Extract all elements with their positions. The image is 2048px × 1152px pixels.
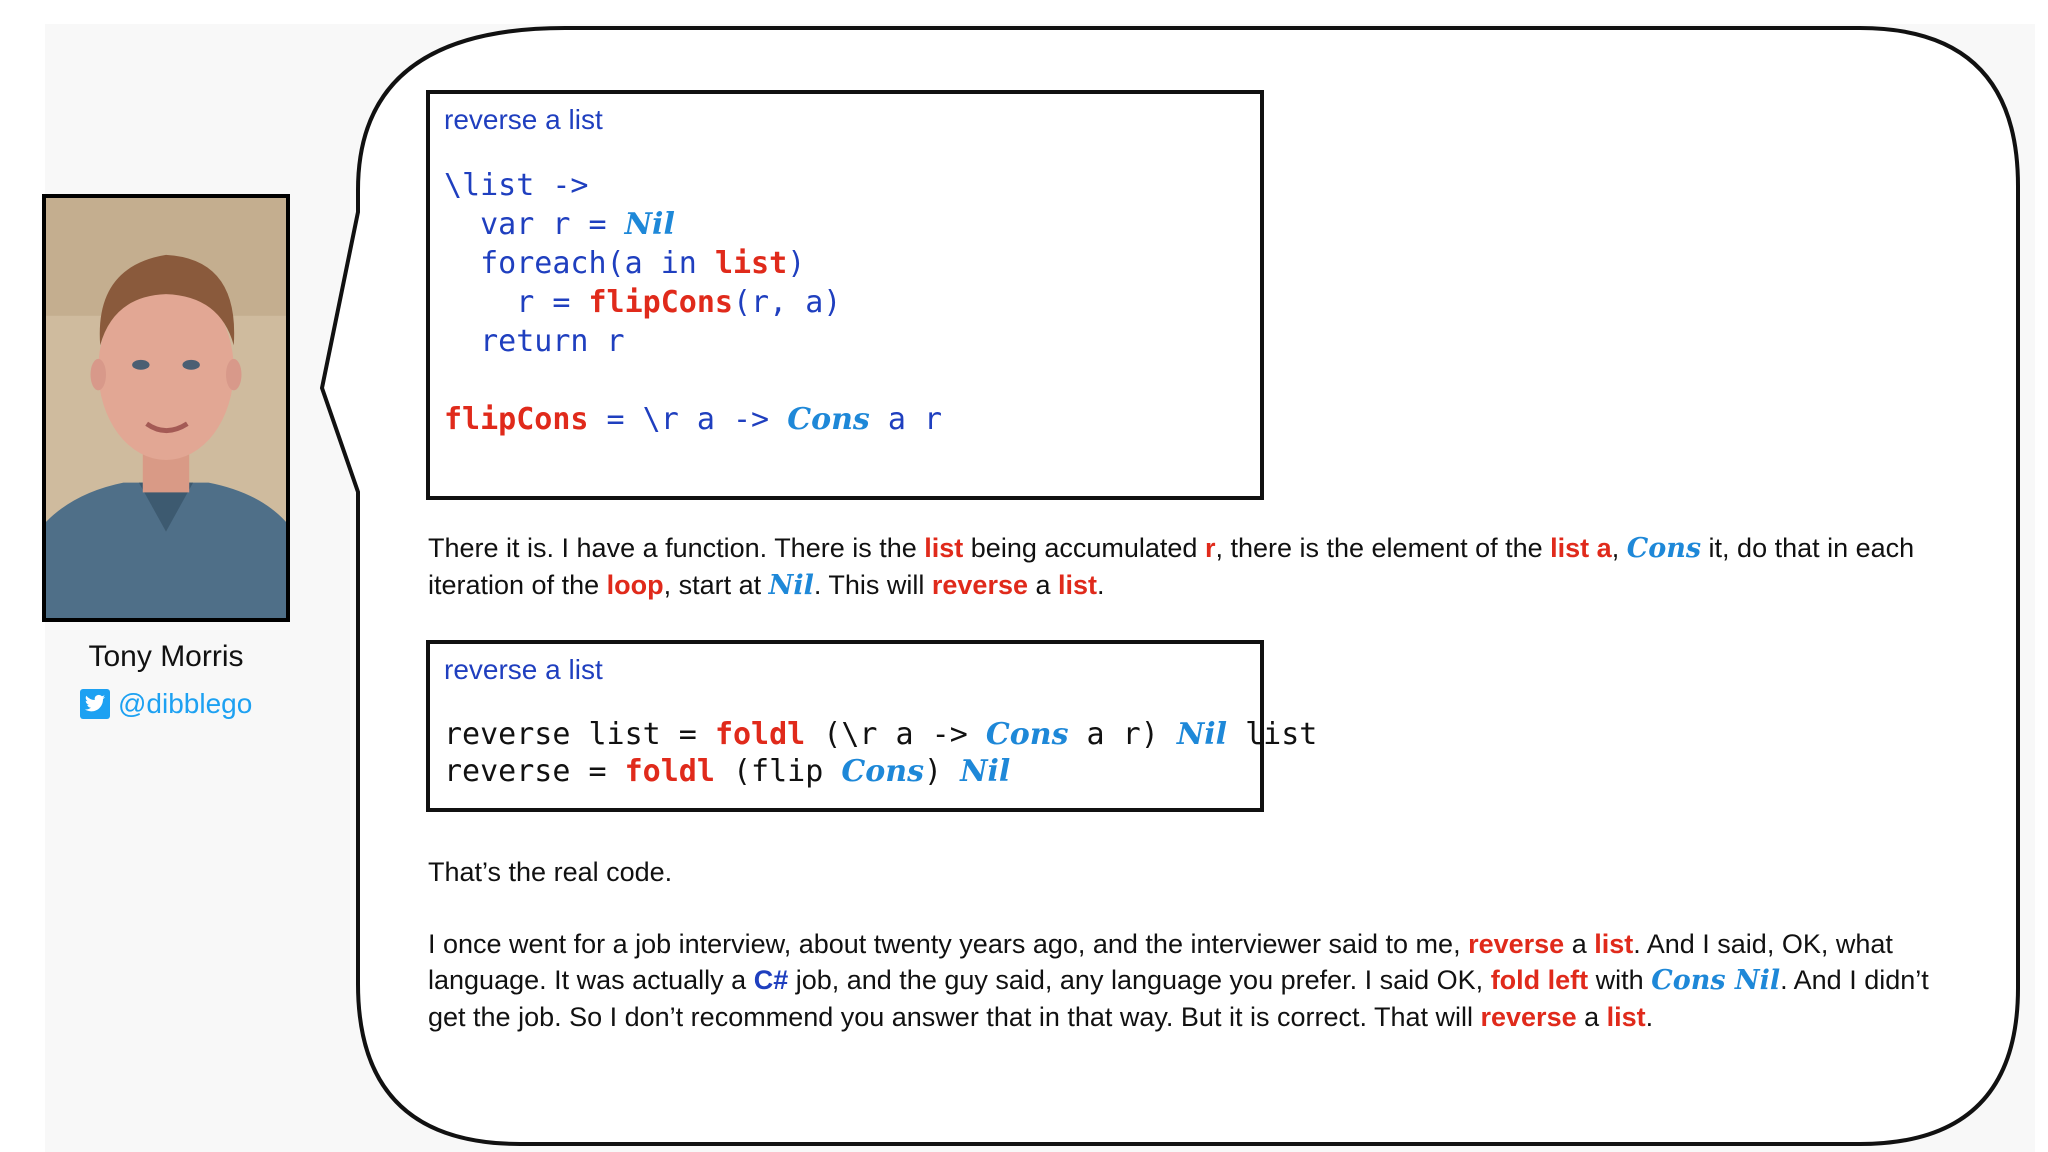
code-nil: Nil (960, 754, 1011, 789)
paragraph-interview-story (428, 926, 1958, 1035)
text: . (1097, 570, 1105, 600)
text: There it is. I have a function. There is the (428, 533, 925, 563)
code-line: var r = (444, 207, 625, 242)
twitter-handle[interactable] (80, 688, 252, 720)
text: job, and the guy said, any language you prefer. I said OK, (788, 965, 1491, 995)
keyword-r: r (1204, 533, 1216, 563)
code-list: list (714, 246, 788, 281)
code-args: a r (869, 402, 943, 437)
keyword-csharp: C# (753, 965, 789, 995)
text: . And I didn’t get the job. So I don’t recommend you answer that in that way. But it is correct. That will (428, 965, 1929, 1032)
text: a (1576, 1002, 1607, 1032)
text: . This will (813, 570, 932, 600)
text: , there is the element of the (1215, 533, 1551, 563)
text: . (1645, 1002, 1654, 1032)
text: with (1588, 965, 1652, 995)
keyword-reverse: reverse (1468, 929, 1565, 959)
code-cons: Cons (787, 402, 870, 437)
text: . And I said, OK, what language. It was actually a (428, 929, 1893, 995)
keyword-list-a: list a (1550, 533, 1612, 563)
code-box-title: reverse a list (444, 654, 603, 685)
twitter-handle-text[interactable]: @dibblego (118, 688, 253, 719)
text: it, do that in each iteration of the (428, 533, 1915, 600)
code-lambda: (\r a -> (805, 717, 986, 752)
twitter-bird-icon (80, 689, 110, 719)
code-args: (r, a) (733, 285, 842, 320)
code-args: a r) (1068, 717, 1177, 752)
code-paren: ) (787, 246, 806, 281)
code-lambda: = \r a -> (588, 402, 788, 437)
keyword-list: list (1606, 1002, 1646, 1032)
keyword-reverse: reverse (1480, 1002, 1577, 1032)
speaker-photo (42, 194, 290, 622)
keyword-list: list (924, 533, 964, 563)
code-foldl: foldl (714, 717, 806, 752)
code-line: \list -> (444, 168, 589, 203)
code-box-functional (426, 640, 1318, 812)
keyword-fold-left: fold left (1490, 965, 1589, 995)
code-line: reverse list = (444, 717, 715, 752)
code-block (444, 166, 1246, 439)
text: I once went for a job interview, about twenty years ago, and the interviewer said to me, (428, 929, 1469, 959)
code-box-title: reverse a list (444, 104, 603, 135)
text: being accumulated (963, 533, 1205, 563)
code-args: list (1227, 717, 1318, 752)
text: a (1564, 929, 1595, 959)
keyword-reverse: reverse (931, 570, 1028, 600)
paragraph-explanation (428, 530, 1958, 604)
code-flip: (flip (714, 754, 842, 789)
code-cons: Cons (985, 717, 1069, 752)
keyword-list: list (1058, 570, 1098, 600)
code-block (444, 716, 1318, 790)
paragraph-real-code: That’s the real code. (428, 857, 673, 887)
code-flipcons-def: flipCons (444, 402, 589, 437)
code-line: reverse = (444, 754, 625, 789)
code-line: r = (444, 285, 589, 320)
code-box-imperative (426, 90, 1264, 500)
code-foldl: foldl (624, 754, 715, 789)
text: , (1611, 533, 1627, 563)
code-nil: Nil (624, 207, 675, 242)
code-line: foreach(a in (444, 246, 715, 281)
code-nil: Nil (1176, 717, 1228, 752)
code-line: return r (444, 324, 625, 359)
keyword-cons-nil: Cons Nil (1651, 965, 1781, 996)
code-cons: Cons (841, 754, 924, 789)
text: , start at (663, 570, 769, 600)
code-flipcons: flipCons (588, 285, 733, 320)
keyword-cons: Cons (1626, 533, 1702, 564)
keyword-list: list (1594, 929, 1634, 959)
text: a (1028, 570, 1059, 600)
keyword-loop: loop (606, 570, 664, 600)
speaker-name: Tony Morris (88, 640, 244, 673)
code-paren: ) (923, 754, 961, 789)
keyword-nil: Nil (768, 570, 814, 601)
